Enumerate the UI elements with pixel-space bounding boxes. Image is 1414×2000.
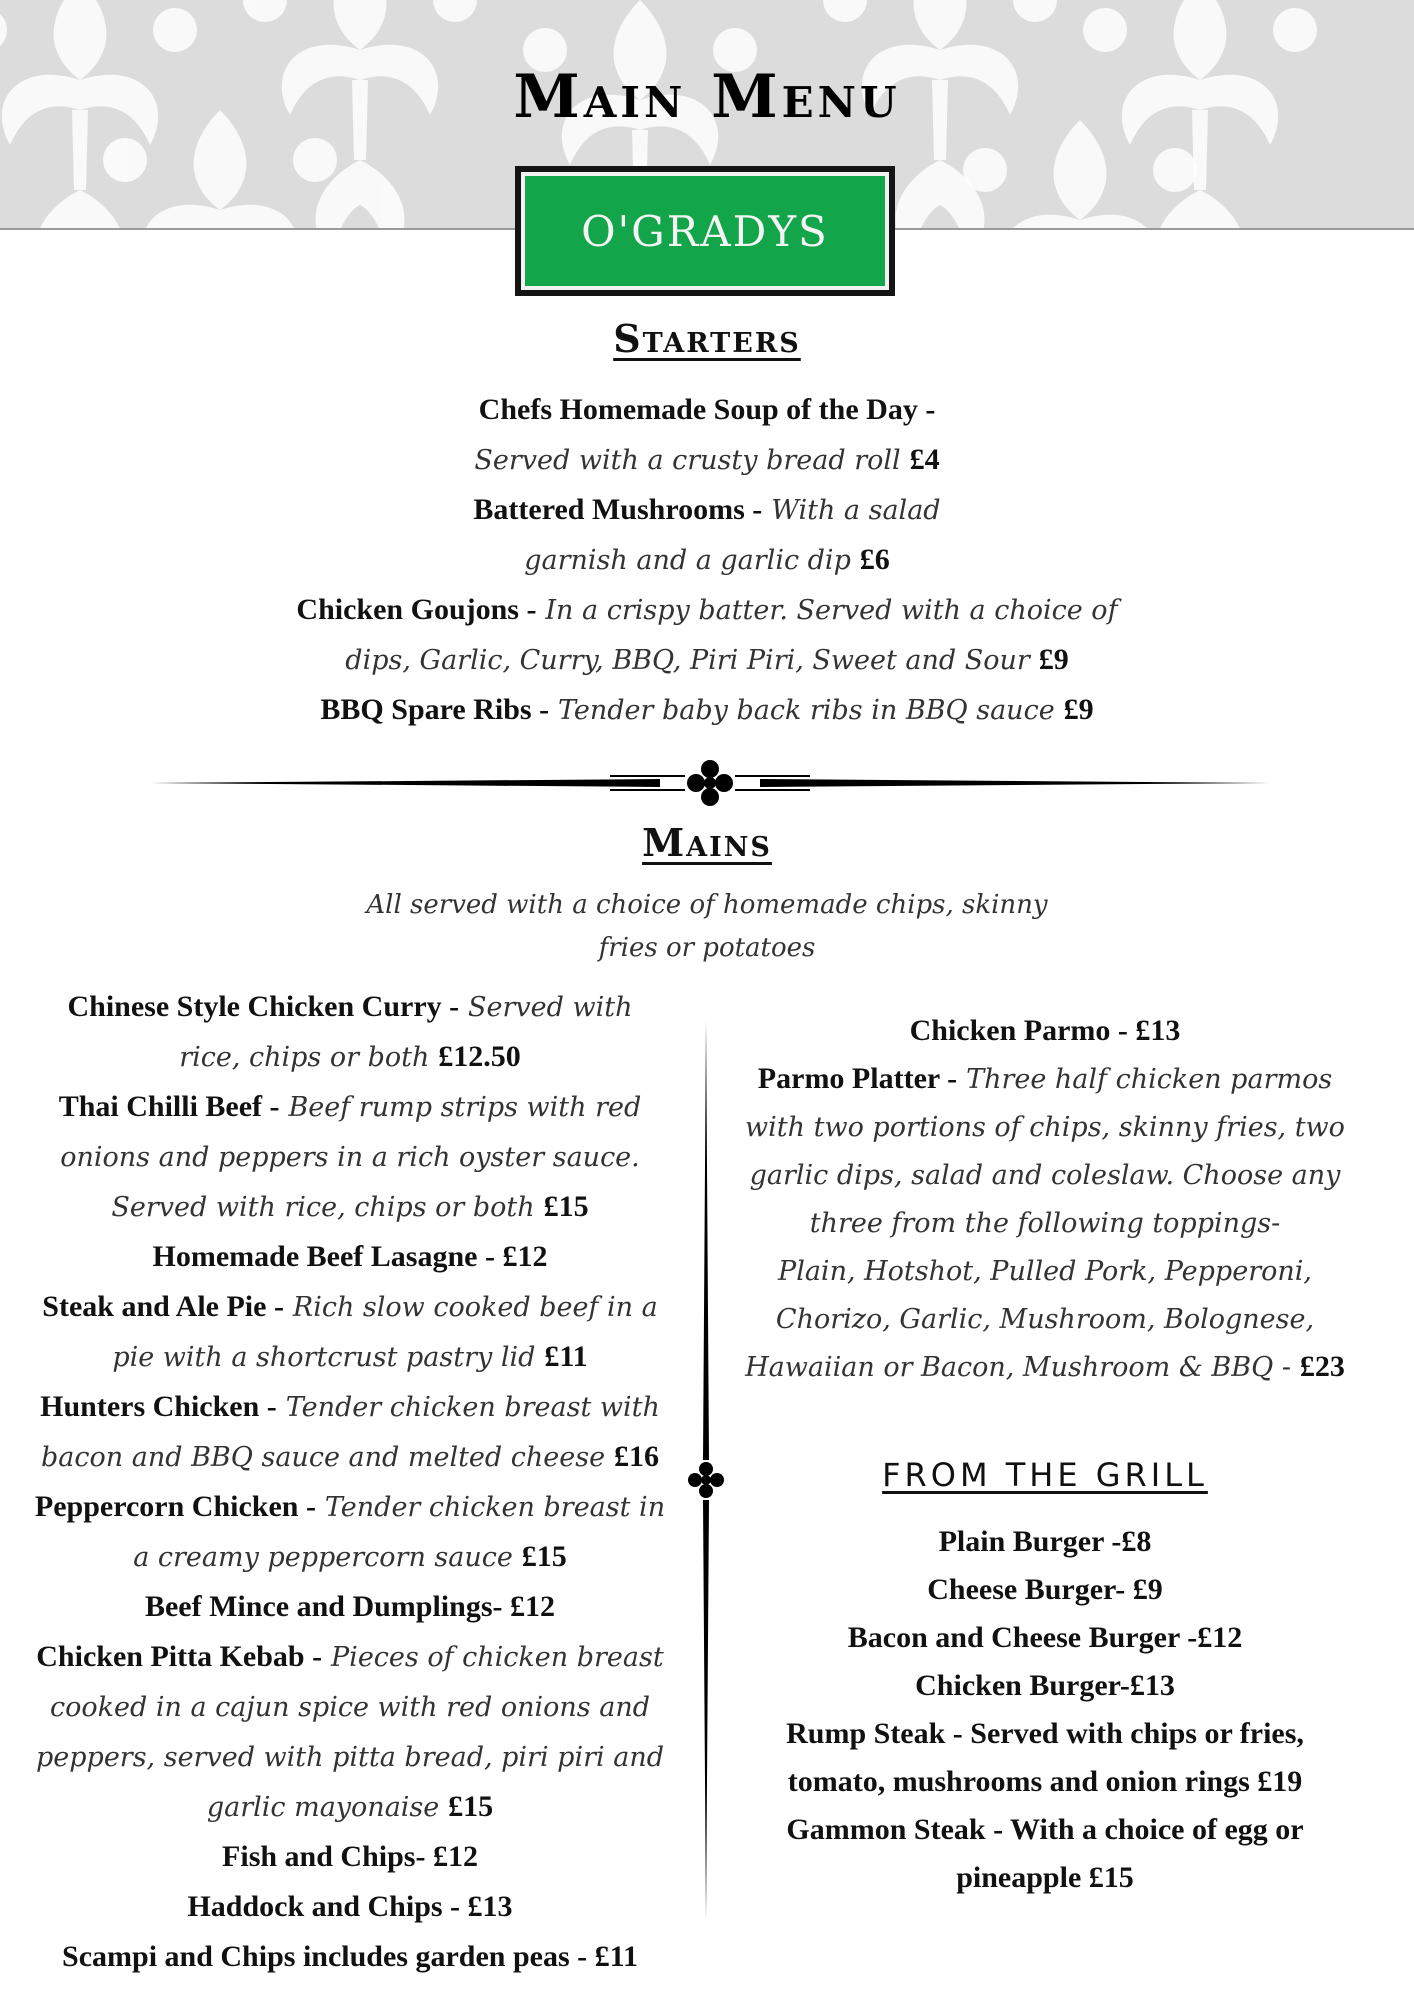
fleuron-icon [687, 760, 733, 806]
menu-line [745, 1758, 1345, 1806]
menu-line [745, 1566, 1345, 1614]
mains-heading: Mains [642, 820, 772, 865]
item-description: peppers, served with pitta bread, piri piri and [35, 1742, 664, 1773]
item-description: Beef rump strips with red [288, 1092, 642, 1123]
menu-line [0, 485, 1414, 535]
page-title: Main Menu [513, 62, 901, 132]
item-price: £15 [543, 1190, 589, 1223]
mains-note [0, 884, 1414, 970]
item-name: Rump Steak - Served with chips or fries, [786, 1717, 1304, 1750]
menu-line [735, 1151, 1355, 1199]
mains-note-line: All served with a choice of homemade chips, skinny [366, 890, 1048, 920]
item-name: tomato, mushrooms and onion rings £19 [787, 1765, 1303, 1798]
item-description: Rich slow cooked beef in a [292, 1292, 658, 1323]
item-name: Cheese Burger- £9 [927, 1573, 1163, 1606]
menu-line [10, 1132, 690, 1182]
item-name: Steak and Ale Pie - [42, 1290, 284, 1323]
menu-line [0, 685, 1414, 735]
menu-line [10, 1282, 690, 1332]
item-description: Hawaiian or Bacon, Mushroom & BBQ - [745, 1352, 1291, 1383]
item-name: Scampi and Chips includes garden peas - £11 [62, 1940, 638, 1973]
item-description: Served with [468, 992, 633, 1023]
item-price: £4 [909, 443, 940, 476]
fleuron-icon [688, 1462, 724, 1498]
menu-line [745, 1614, 1345, 1662]
menu-line [10, 1832, 690, 1882]
item-price: £6 [859, 543, 890, 576]
menu-line [0, 585, 1414, 635]
item-name: Bacon and Cheese Burger -£12 [847, 1621, 1243, 1654]
item-name: Plain Burger -£8 [938, 1525, 1152, 1558]
item-name: Gammon Steak - With a choice of egg or [786, 1813, 1304, 1846]
item-description: garlic mayonaise [206, 1792, 440, 1823]
starters-list [0, 385, 1414, 735]
item-description: onions and peppers in a rich oyster sauce. [60, 1142, 640, 1173]
menu-line [10, 1432, 690, 1482]
menu-line [735, 1055, 1355, 1103]
item-name: BBQ Spare Ribs - [320, 693, 550, 726]
menu-line [10, 1182, 690, 1232]
menu-line [735, 1295, 1355, 1343]
menu-line [10, 1032, 690, 1082]
item-price: £11 [544, 1340, 588, 1373]
menu-line [10, 1732, 690, 1782]
item-name: Chicken Pitta Kebab - [36, 1640, 323, 1673]
menu-line [10, 1482, 690, 1532]
menu-line [745, 1710, 1345, 1758]
menu-line [10, 1082, 690, 1132]
grill-heading: FROM THE GRILL [882, 1456, 1208, 1494]
item-name: Haddock and Chips - £13 [187, 1890, 513, 1923]
item-price: £15 [448, 1790, 494, 1823]
item-description: a creamy peppercorn sauce [133, 1542, 513, 1573]
item-name: Hunters Chicken - [40, 1390, 277, 1423]
item-name: Beef Mince and Dumplings- £12 [144, 1590, 555, 1623]
item-description: cooked in a cajun spice with red onions and [50, 1692, 650, 1723]
item-name: Parmo Platter - [757, 1062, 958, 1095]
item-description: three from the following toppings- [809, 1208, 1281, 1239]
vertical-divider [686, 1020, 726, 1920]
item-price: £12.50 [438, 1040, 521, 1073]
menu-line [0, 635, 1414, 685]
item-name: pineapple £15 [956, 1861, 1134, 1894]
menu-line [10, 1232, 690, 1282]
item-price: £9 [1063, 693, 1094, 726]
menu-line [735, 1199, 1355, 1247]
menu-line [735, 1007, 1355, 1055]
item-description: bacon and BBQ sauce and melted cheese [41, 1442, 606, 1473]
menu-line [735, 1247, 1355, 1295]
mains-note-line: fries or potatoes [598, 933, 816, 963]
menu-line [10, 982, 690, 1032]
item-description: Tender chicken breast with [285, 1392, 660, 1423]
item-name: Chicken Parmo - £13 [909, 1014, 1181, 1047]
item-description: Served with rice, chips or both [111, 1192, 535, 1223]
menu-line [10, 1782, 690, 1832]
menu-line [745, 1518, 1345, 1566]
item-description: Chorizo, Garlic, Mushroom, Bolognese, [775, 1304, 1315, 1335]
ogradys-logo [515, 166, 895, 296]
item-name: Chinese Style Chicken Curry - [67, 990, 460, 1023]
item-name: Chicken Burger-£13 [915, 1669, 1175, 1702]
item-price: £9 [1038, 643, 1069, 676]
menu-line [10, 1932, 690, 1982]
starters-heading: Starters [613, 316, 801, 361]
menu-line [0, 385, 1414, 435]
item-description: pie with a shortcrust pastry lid [112, 1342, 536, 1373]
menu-line [10, 1882, 690, 1932]
item-description: Tender baby back ribs in BBQ sauce [557, 695, 1055, 726]
menu-line [10, 1582, 690, 1632]
menu-line [735, 1343, 1355, 1391]
item-description: Served with a crusty bread roll [474, 445, 901, 476]
menu-line [10, 1332, 690, 1382]
item-name: Peppercorn Chicken - [34, 1490, 316, 1523]
item-description: With a salad [771, 495, 941, 526]
ornamental-divider [140, 758, 1280, 808]
menu-line [0, 535, 1414, 585]
item-description: Tender chicken breast in [324, 1492, 666, 1523]
item-description: garlic dips, salad and coleslaw. Choose any [749, 1160, 1341, 1191]
item-description: In a crispy batter. Served with a choice of [545, 595, 1118, 626]
menu-line [10, 1532, 690, 1582]
mains-left-list [10, 982, 690, 1982]
menu-line [10, 1682, 690, 1732]
grill-list [745, 1518, 1345, 1902]
item-description: dips, Garlic, Curry, BBQ, Piri Piri, Sweet and Sour [345, 645, 1030, 676]
item-name: Homemade Beef Lasagne - £12 [152, 1240, 548, 1273]
item-description: Pieces of chicken breast [331, 1642, 664, 1673]
item-description: with two portions of chips, skinny fries, two [745, 1112, 1345, 1143]
menu-line [735, 1103, 1355, 1151]
menu-line [10, 1632, 690, 1682]
item-description: rice, chips or both [179, 1042, 430, 1073]
logo-text: O'GRADYS [581, 206, 829, 256]
menu-line [745, 1854, 1345, 1902]
item-description: garnish and a garlic dip [524, 545, 851, 576]
item-price: £16 [613, 1440, 659, 1473]
mains-right-list [735, 1007, 1355, 1391]
item-price: £23 [1299, 1350, 1345, 1383]
logo-panel [521, 172, 889, 290]
item-name: Chefs Homemade Soup of the Day - [478, 393, 936, 426]
item-description: Three half chicken parmos [966, 1064, 1333, 1095]
item-name: Chicken Goujons - [296, 593, 537, 626]
item-price: £15 [521, 1540, 567, 1573]
menu-line [745, 1806, 1345, 1854]
menu-line [745, 1662, 1345, 1710]
item-description: Plain, Hotshot, Pulled Pork, Pepperoni, [778, 1256, 1312, 1287]
item-name: Fish and Chips- £12 [222, 1840, 478, 1873]
item-name: Battered Mushrooms - [473, 493, 763, 526]
item-name: Thai Chilli Beef - [58, 1090, 280, 1123]
menu-line [10, 1382, 690, 1432]
menu-line [0, 435, 1414, 485]
